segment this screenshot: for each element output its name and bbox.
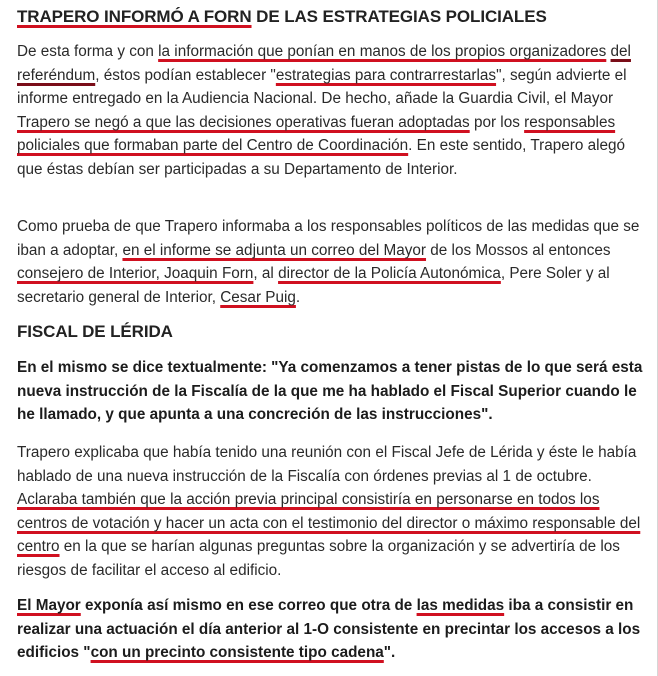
paragraph-3-quote: En el mismo se dice textualmente: "Ya comenzamos a tener pistas de lo que será esta nueva instrucción de la Fiscalía de la que me ha hablado el Fiscal Superior cuando le he llamado, y que apunta a una concreción de las instrucciones". — [17, 359, 643, 423]
section-heading-fiscal — [17, 321, 645, 343]
text-segment: . En este sentido, Trapero alegó que éstas debían ser participadas a su Departamento de Interior. — [17, 137, 626, 178]
text-segment: ", según advierte el informe entregado en la Audiencia Nacional. De hecho, añade la Guardia Civil, el Mayor — [17, 66, 627, 107]
paragraph-2 — [17, 215, 645, 309]
section-heading-trapero — [17, 6, 645, 28]
highlight-cesar-puig: Cesar Puig — [220, 288, 296, 306]
highlight-correo-mayor: en el informe se adjunta un correo del Mayor — [122, 241, 427, 259]
highlight-estrategias: estrategias para contrarrestarlas — [275, 66, 497, 84]
heading-fiscal-lerida: FISCAL DE LÉRIDA — [17, 322, 173, 341]
text-segment: por los — [469, 113, 525, 131]
heading-rest: DE LAS ESTRATEGIAS POLICIALES — [251, 7, 547, 26]
text-segment: . — [295, 288, 301, 306]
text-segment: , al — [253, 265, 279, 282]
paragraph-4 — [17, 441, 645, 582]
text-segment: Como prueba de que Trapero informaba a los responsables políticos de las medidas que se iban a adoptar, — [17, 218, 640, 259]
highlight-accion-previa: Aclaraba también que la acción previa principal consistiría en personarse en todos los centros de votación y hacer un acta con el testimonio del director o máximo responsable del centro — [17, 491, 641, 555]
text-segment: , Pere Soler y al secretario general de Interior, — [17, 265, 610, 306]
text-segment: iba a consistir en realizar una actuación el día anterior al 1-O consistente en precintar los accesos a los edificios " — [17, 597, 641, 661]
highlight-las-medidas: las medidas — [416, 597, 505, 614]
text-segment: , éstos podían establecer " — [95, 66, 276, 84]
text-segment: Trapero explicaba que había tenido una reunión con el Fiscal Jefe de Lérida y éste le había hablado de una nueva instrucción de la Fiscalía con órdenes previas al 1 de octubre. — [17, 444, 637, 485]
paragraph-estrategias — [17, 40, 645, 181]
text-segment: exponía así mismo en ese correo que otra de — [80, 597, 417, 614]
paragraph-prueba — [17, 215, 645, 309]
text-segment: de los Mossos al entonces — [426, 241, 611, 259]
highlight-referendum: del referéndum — [17, 43, 631, 84]
highlight-informacion: la información que ponían en manos de los propios organizadores — [158, 43, 607, 60]
paragraph-5 — [17, 594, 645, 665]
paragraph-reunion — [17, 441, 645, 582]
paragraph-1 — [17, 40, 645, 181]
text-segment: De esta forma y con — [17, 43, 159, 60]
text-segment: ". — [383, 644, 396, 661]
heading-trapero-informo — [17, 6, 645, 28]
heading-highlight: TRAPERO INFORMÓ A FORN — [17, 7, 252, 26]
highlight-director-policia: director de la Policía Autonómica — [278, 265, 501, 282]
highlight-trapero-nego: Trapero se negó a que las decisiones operativas fueran adoptadas — [17, 113, 470, 131]
text-segment: en la que se harían algunas preguntas sobre la organización y se advertiría de los riesgos de facilitar el acceso al edificio. — [17, 538, 620, 579]
highlight-consejero-forn: consejero de Interior, Joaquin Forn — [17, 265, 254, 282]
highlight-responsables: responsables policiales que formaban parte del Centro de Coordinación — [17, 113, 616, 154]
highlight-precinto-cadena: con un precinto consistente tipo cadena — [90, 644, 384, 661]
paragraph-cita — [17, 356, 645, 427]
highlight-el-mayor: El Mayor — [17, 597, 81, 614]
paragraph-medidas — [17, 594, 645, 665]
